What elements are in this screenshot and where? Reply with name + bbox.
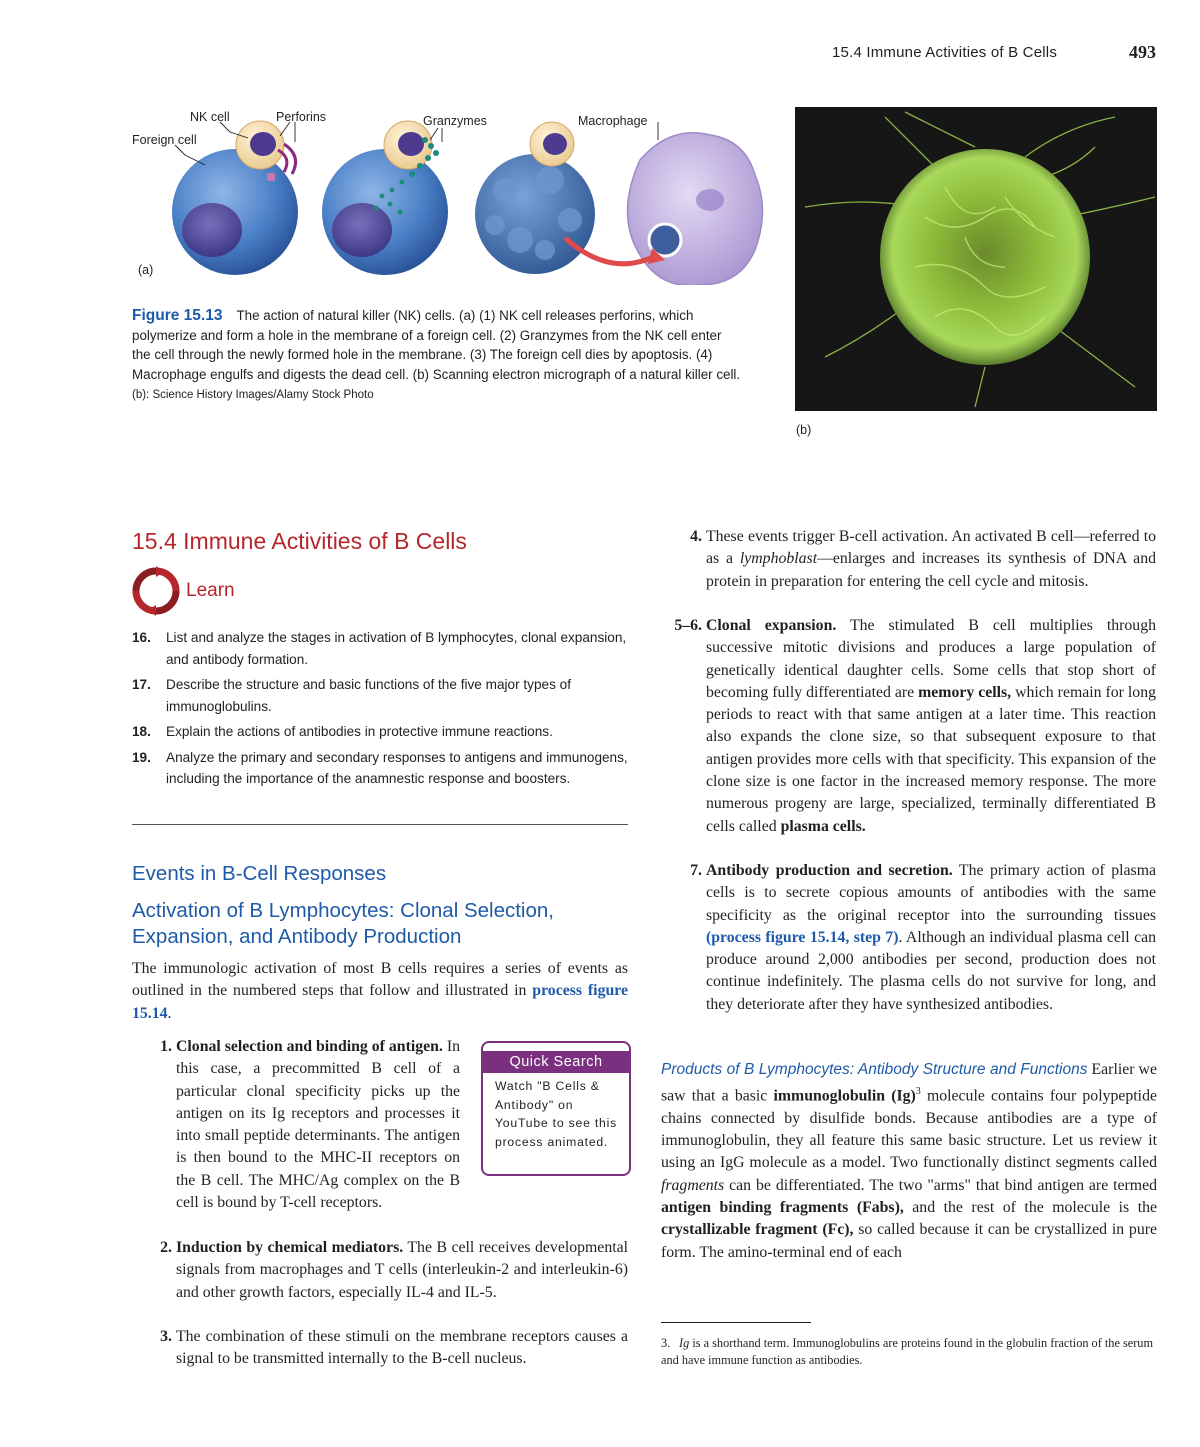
step-4: 4. These events trigger B-cell activation. An activated B cell—referred to as a lymphoblast—enlarges and increases its synthesis of DNA and protein in preparation for entering the cell cycle and mitosis. bbox=[690, 528, 1156, 590]
learn-cycle-icon bbox=[131, 566, 181, 616]
quick-search-text: Watch "B Cells & Antibody" on YouTube to see this process animated. bbox=[495, 1079, 618, 1149]
step-1: 1. Clonal selection and binding of antigen. In this case, a precommitted B cell of a particular clonal specificity picks up the antigen on its Ig receptors and processes it into small peptide determinants. The antigen is then bound to the MHC-II receptors on the B cell. The MHC/Ag complex on the B cell is bound by T-cell receptors. bbox=[160, 1038, 461, 1212]
page-number: 493 bbox=[1129, 42, 1156, 62]
products-paragraph: Products of B Lymphocytes: Antibody Structure and Functions Earlier we saw that a basic immunoglobulin $(Ig)^3$ molecule contains four polypeptide chains connected by disulfide bonds. Because antibodies are a type of immunoglobulin, they all feature this same basic structure. Let us review it using an IgG molecule as a model. Two functionally distinct segments called fragments can be differentiated. The two "arms" that bind antigen are termed antigen binding fragments (Fabs), and the rest of the molecule is the crystallizable fragment (Fc), so called because it can be crystallized in pure form. The amino-terminal end of each bbox=[661, 1061, 1158, 1261]
step-7: 7. Antibody production and secretion. The primary action of plasma cells is to secrete copious amounts of antibodies with the same specificity as the original receptor into the surrounding tissues (process figure 15.14, step 7). Although an individual plasma cell can produce around 2,000 antibodies per second, production does not continue indefinitely. The plasma cells do not survive for long, and they deteriorate after they have synthesized antibodies. bbox=[690, 862, 1156, 1013]
events-subheading: Activation of B Lymphocytes: Clonal Selection, Expansion, and Antibody Production bbox=[132, 899, 554, 948]
macrophage-cell bbox=[628, 133, 763, 285]
step-5-6: 5–6. Clonal expansion. The stimulated B cell multiplies through successive mitotic divisions and produces a large population of genetically identical daughter cells. Some cells that stop short of becoming fully differentiated are memory cells, which remain for long periods to react with that same antigen at a later time. This reaction also expands the clone size, so that subsequent exposure to that antigen provides more cells with that specificity. This expansion of the clone size is one factor in the increased memory response. The more numerous progeny are large, specialized, terminally differentiated B cells called plasma cells. bbox=[674, 617, 1156, 835]
label-foreign-cell: Foreign cell bbox=[132, 133, 197, 147]
figure-number: Figure 15.13 bbox=[132, 307, 223, 324]
label-panel-b: (b) bbox=[796, 423, 812, 437]
learning-objectives bbox=[132, 627, 632, 794]
section-divider bbox=[132, 824, 628, 825]
quick-search-title: Quick Search bbox=[483, 1051, 629, 1073]
label-nk-cell: NK cell bbox=[190, 110, 230, 124]
photo-credit: (b): Science History Images/Alamy Stock Photo bbox=[132, 389, 374, 402]
events-heading: Events in B-Cell Responses bbox=[132, 862, 387, 885]
process-figure-link[interactable]: process figure 15.14 bbox=[132, 982, 628, 1022]
apoptotic-cell bbox=[475, 122, 595, 274]
products-run-in-heading: Products of B Lymphocytes: Antibody Structure and Functions bbox=[661, 1061, 1088, 1078]
caption-text: The action of natural killer (NK) cells. (a) (1) NK cell releases perforins, which polymerize and form a hole in the membrane of a foreign cell. (2) Granzymes from the NK cell enter the cell through the newly formed hole in the membrane. (3) The foreign cell dies by apoptosis. (4) Macrophage engulfs and digests the dead cell. (b) Scanning electron micrograph of a natural killer cell. bbox=[132, 308, 741, 382]
label-panel-a: (a) bbox=[138, 263, 154, 277]
step-3: 3. The combination of these stimuli on the membrane receptors causes a signal to be transmitted internally to the B-cell nucleus. bbox=[160, 1328, 628, 1368]
footnote-rule bbox=[661, 1322, 811, 1323]
step-2: 2. Induction by chemical mediators. The B cell receives developmental signals from macrophages and T cells (interleukin-2 and interleukin-6) and other growth factors, especially IL-4 and IL-5. bbox=[160, 1239, 629, 1301]
nk-cell-micrograph bbox=[795, 107, 1157, 411]
section-title: 15.4 Immune Activities of B Cells bbox=[132, 528, 467, 554]
objective-item: 17. Describe the structure and basic functions of the five major types of immunoglobulins. bbox=[132, 677, 571, 714]
process-figure-step-link[interactable]: (process figure 15.14, step 7) bbox=[706, 928, 899, 946]
running-header: 15.4 Immune Activities of B Cells bbox=[832, 44, 1058, 61]
objective-item: 18. Explain the actions of antibodies in protective immune reactions. bbox=[132, 724, 553, 739]
label-perforins: Perforins bbox=[276, 110, 327, 124]
footnote: 3. Ig is a shorthand term. Immunoglobulins are proteins found in the globulin fraction of the serum and have immune function as antibodies. bbox=[661, 1336, 1154, 1367]
label-macrophage: Macrophage bbox=[578, 114, 648, 128]
learn-label: Learn bbox=[186, 580, 235, 601]
label-granzymes: Granzymes bbox=[423, 114, 487, 128]
events-intro: The immunologic activation of most B cells requires a series of events as outlined in the numbered steps that follow and illustrated in process figure 15.14. bbox=[132, 960, 628, 1022]
foreign-cell-2 bbox=[322, 121, 448, 275]
objective-item: 19. Analyze the primary and secondary responses to antigens and immunogens, including the importance of the anamnestic response and boosters. bbox=[132, 749, 628, 786]
objective-item: 16. List and analyze the stages in activation of B lymphocytes, clonal expansion, and antibody formation. bbox=[132, 630, 627, 667]
quick-search-box bbox=[481, 1041, 631, 1176]
figure-caption bbox=[132, 306, 742, 406]
